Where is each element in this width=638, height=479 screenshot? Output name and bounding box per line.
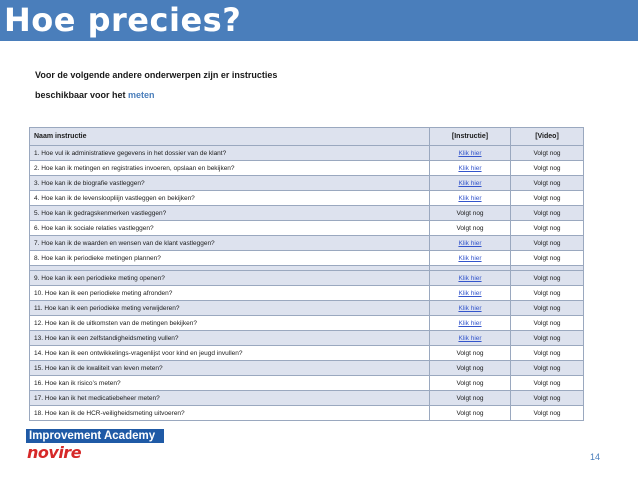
video-cell: Volgt nog [511, 391, 584, 406]
header-name: Naam instructie [30, 128, 430, 146]
instruction-cell [430, 271, 511, 286]
klik-hier-link[interactable]: Klik hier [458, 304, 482, 312]
video-cell: Volgt nog [511, 221, 584, 236]
klik-hier-link[interactable]: Klik hier [458, 254, 482, 262]
table-row [30, 176, 584, 191]
instruction-name-cell: 6. Hoe kan ik sociale relaties vastleggen? [30, 221, 430, 236]
table-row [30, 221, 584, 236]
instruction-cell: Volgt nog [430, 221, 511, 236]
instruction-table [29, 127, 584, 421]
instruction-cell [430, 161, 511, 176]
table-row [30, 361, 584, 376]
video-cell: Volgt nog [511, 331, 584, 346]
intro-accent-word: meten [128, 90, 155, 100]
instruction-cell [430, 176, 511, 191]
video-cell: Volgt nog [511, 161, 584, 176]
instruction-name-cell: 3. Hoe kan ik de biografie vastleggen? [30, 176, 430, 191]
instruction-cell: Volgt nog [430, 406, 511, 421]
video-cell: Volgt nog [511, 251, 584, 266]
instruction-cell: Volgt nog [430, 361, 511, 376]
instruction-name-cell: 13. Hoe kan ik een zelfstandigheidsmeting vullen? [30, 331, 430, 346]
video-cell: Volgt nog [511, 206, 584, 221]
title-bar [0, 0, 638, 41]
instruction-cell [430, 191, 511, 206]
instruction-name-cell: 11. Hoe kan ik een periodieke meting verwijderen? [30, 301, 430, 316]
table-row [30, 206, 584, 221]
klik-hier-link[interactable]: Klik hier [458, 289, 482, 297]
video-cell: Volgt nog [511, 176, 584, 191]
table-row [30, 251, 584, 266]
klik-hier-link[interactable]: Klik hier [458, 194, 482, 202]
table-row [30, 286, 584, 301]
instruction-name-cell: 9. Hoe kan ik een periodieke meting openen? [30, 271, 430, 286]
klik-hier-link[interactable]: Klik hier [458, 274, 482, 282]
instruction-cell: Volgt nog [430, 346, 511, 361]
klik-hier-link[interactable]: Klik hier [458, 334, 482, 342]
klik-hier-link[interactable]: Klik hier [458, 319, 482, 327]
instruction-name-cell: 1. Hoe vul ik administratieve gegevens in het dossier van de klant? [30, 146, 430, 161]
instruction-name-cell: 4. Hoe kan ik de levensloopliijn vastleggen en bekijken? [30, 191, 430, 206]
table-row [30, 346, 584, 361]
video-cell: Volgt nog [511, 146, 584, 161]
instruction-cell: Volgt nog [430, 391, 511, 406]
instruction-cell [430, 301, 511, 316]
table-row [30, 146, 584, 161]
instruction-name-cell: 17. Hoe kan ik het medicatiebeheer meten? [30, 391, 430, 406]
video-cell: Volgt nog [511, 406, 584, 421]
table-row [30, 271, 584, 286]
slide-title: Hoe precies? [4, 1, 242, 39]
instruction-cell [430, 146, 511, 161]
table-row [30, 236, 584, 251]
table-row [30, 406, 584, 421]
instruction-name-cell: 16. Hoe kan ik risico’s meten? [30, 376, 430, 391]
video-cell: Volgt nog [511, 376, 584, 391]
table-row [30, 316, 584, 331]
header-video: [Video] [511, 128, 584, 146]
video-cell: Volgt nog [511, 236, 584, 251]
video-cell: Volgt nog [511, 191, 584, 206]
klik-hier-link[interactable]: Klik hier [458, 239, 482, 247]
instruction-name-cell: 10. Hoe kan ik een periodieke meting afronden? [30, 286, 430, 301]
header-instruction: [Instructie] [430, 128, 511, 146]
instruction-name-cell: 18. Hoe kan ik de HCR-veiligheidsmeting uitvoeren? [30, 406, 430, 421]
table-row [30, 161, 584, 176]
intro-line-2 [35, 90, 155, 100]
instruction-cell: Volgt nog [430, 376, 511, 391]
instruction-cell [430, 251, 511, 266]
video-cell: Volgt nog [511, 316, 584, 331]
video-cell: Volgt nog [511, 301, 584, 316]
improvement-academy-logo: Improvement Academy [26, 429, 164, 443]
video-cell: Volgt nog [511, 361, 584, 376]
table-header-row [30, 128, 584, 146]
instruction-cell [430, 236, 511, 251]
instruction-name-cell: 8. Hoe kan ik periodieke metingen plannen? [30, 251, 430, 266]
instruction-name-cell: 15. Hoe kan ik de kwaliteit van leven meten? [30, 361, 430, 376]
klik-hier-link[interactable]: Klik hier [458, 164, 482, 172]
video-cell: Volgt nog [511, 286, 584, 301]
page-number: 14 [590, 452, 601, 462]
instruction-name-cell: 12. Hoe kan ik de uitkomsten van de metingen bekijken? [30, 316, 430, 331]
table-row [30, 191, 584, 206]
intro-line-2-prefix: beschikbaar voor het [35, 90, 129, 100]
instruction-name-cell: 2. Hoe kan ik metingen en registraties invoeren, opslaan en bekijken? [30, 161, 430, 176]
klik-hier-link[interactable]: Klik hier [458, 149, 482, 157]
instruction-name-cell: 14. Hoe kan ik een ontwikkelings-vragenlijst voor kind en jeugd invullen? [30, 346, 430, 361]
video-cell: Volgt nog [511, 271, 584, 286]
instruction-cell [430, 331, 511, 346]
instruction-cell [430, 286, 511, 301]
video-cell: Volgt nog [511, 346, 584, 361]
instruction-cell [430, 316, 511, 331]
table-row [30, 331, 584, 346]
instruction-name-cell: 7. Hoe kan ik de waarden en wensen van de klant vastleggen? [30, 236, 430, 251]
novire-logo: novire [27, 443, 82, 462]
intro-line-1: Voor de volgende andere onderwerpen zijn er instructies [35, 70, 278, 80]
instruction-name-cell: 5. Hoe kan ik gedragskenmerken vastleggen? [30, 206, 430, 221]
instruction-cell: Volgt nog [430, 206, 511, 221]
table-row [30, 376, 584, 391]
klik-hier-link[interactable]: Klik hier [458, 179, 482, 187]
table-row [30, 301, 584, 316]
table-row [30, 391, 584, 406]
